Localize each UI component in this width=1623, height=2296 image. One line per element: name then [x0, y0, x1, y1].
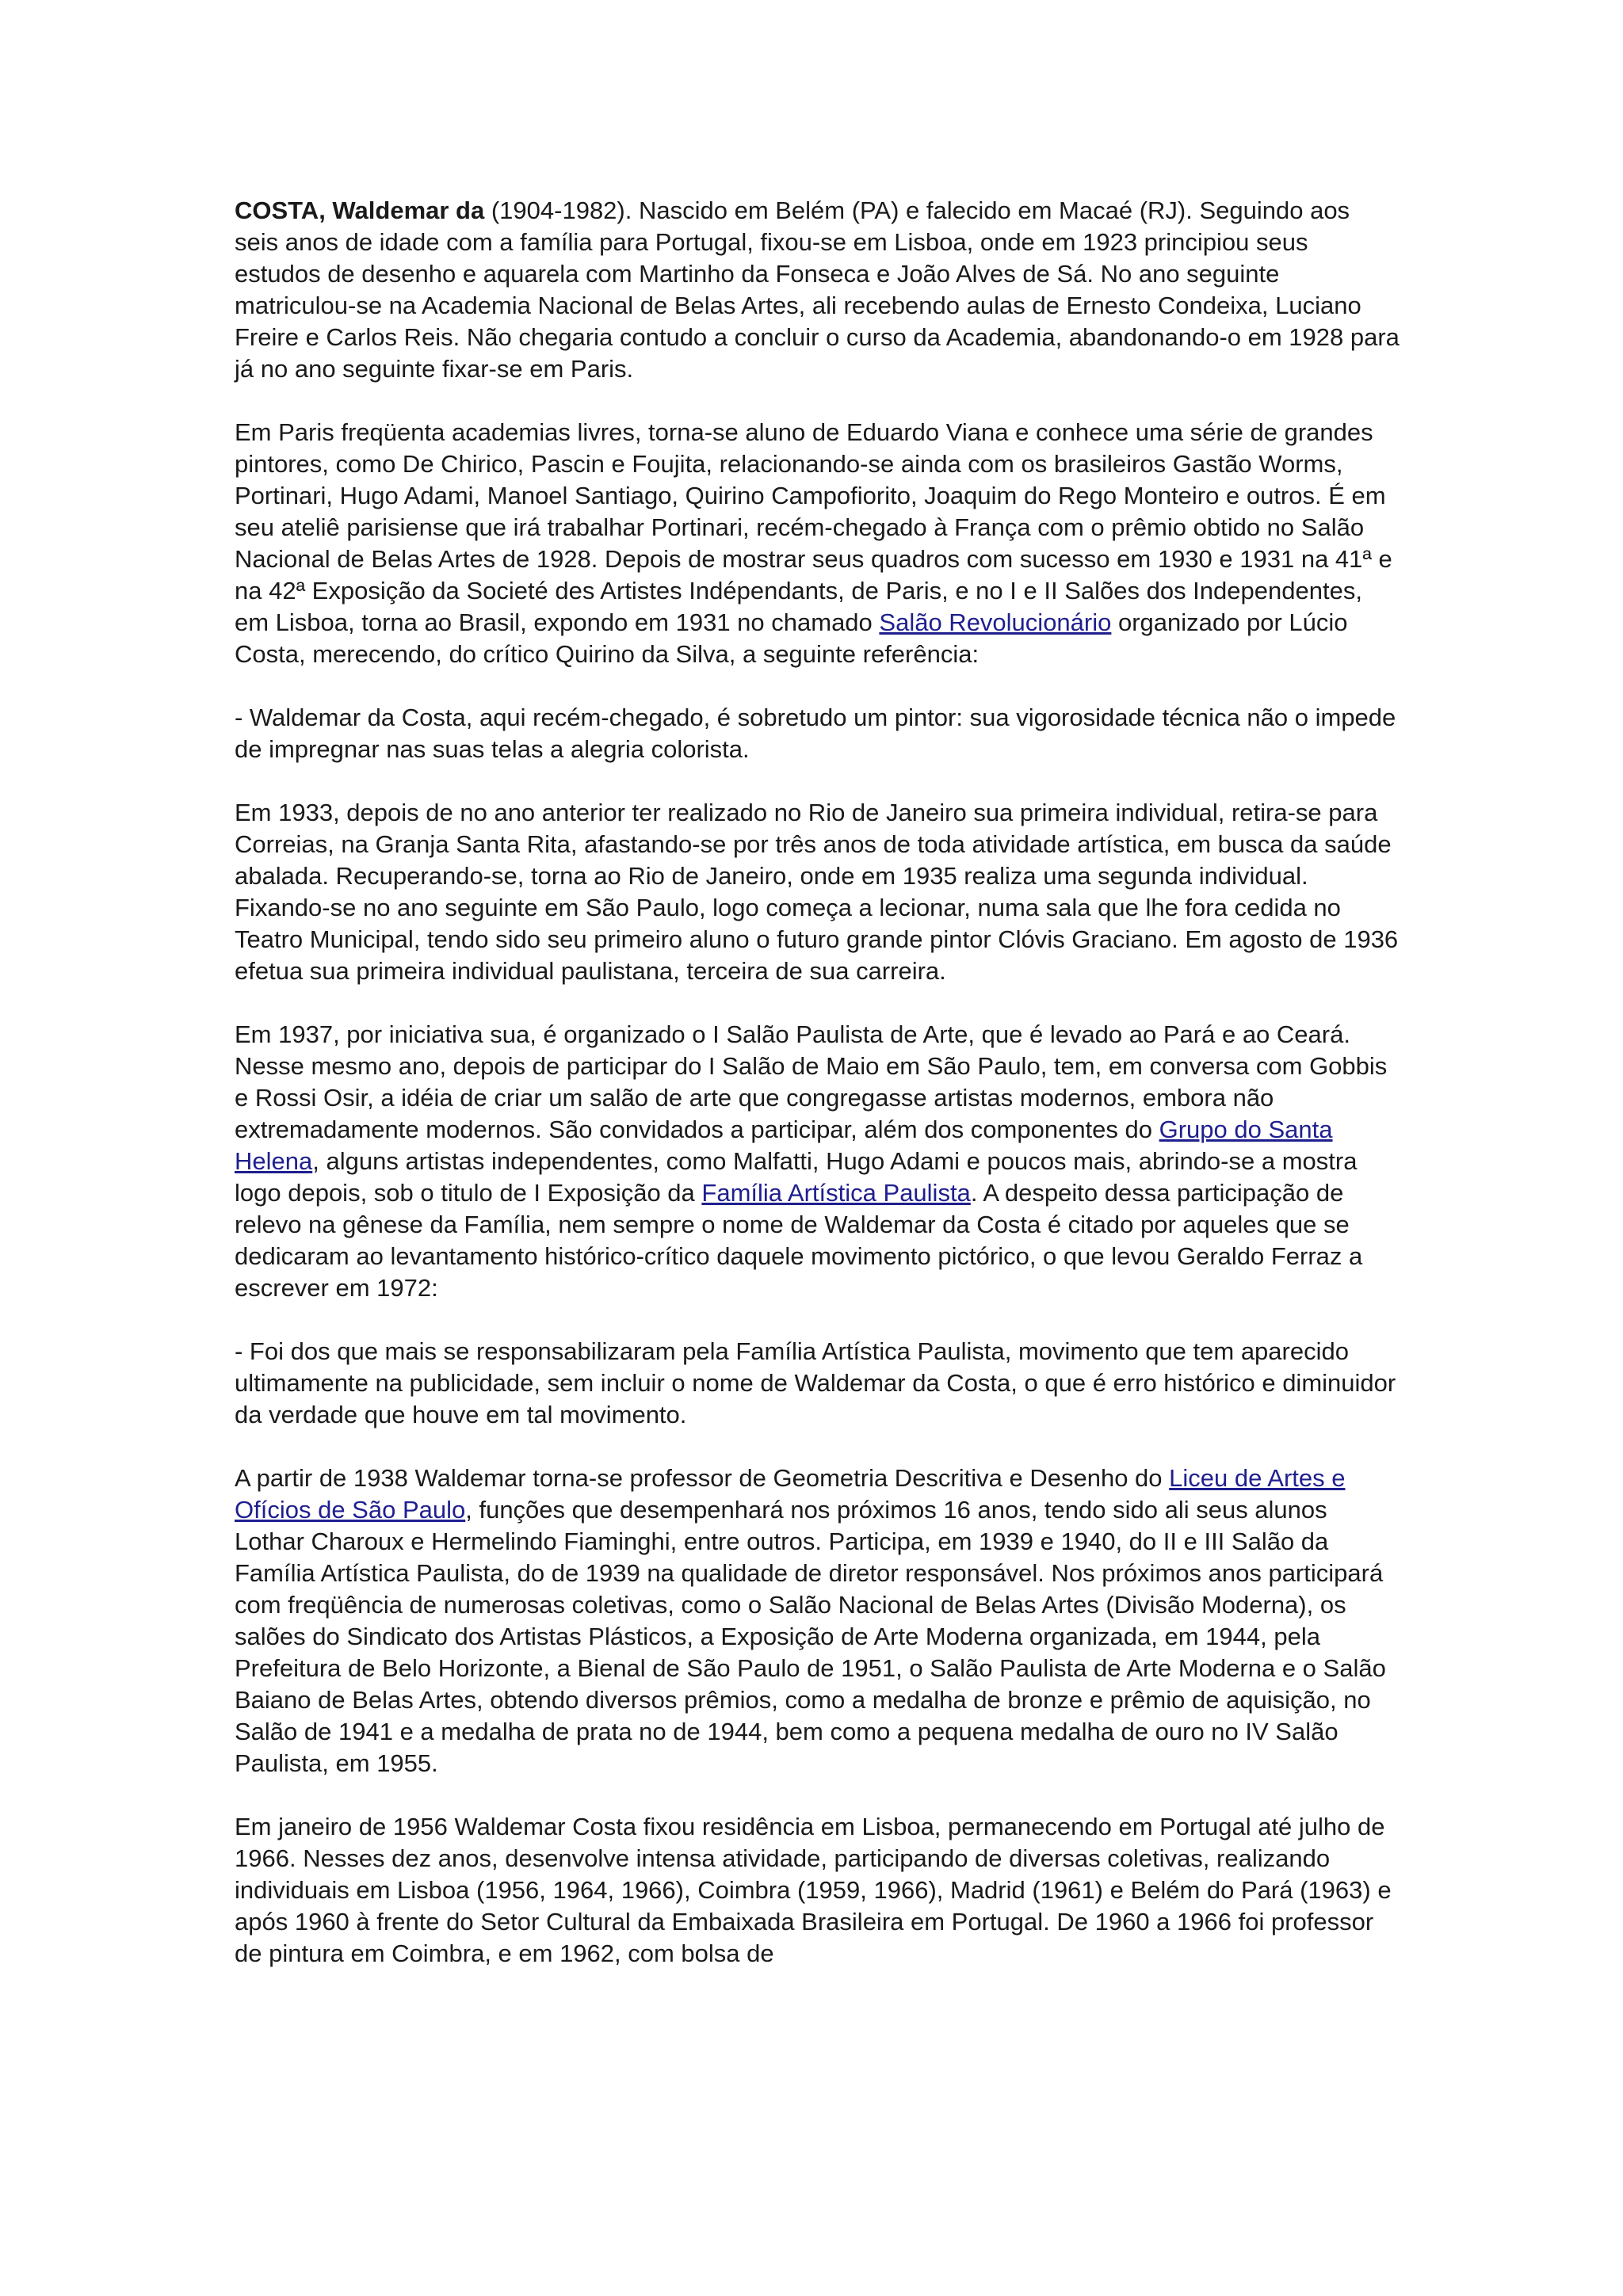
- link-grupo-santa-helena[interactable]: Grupo do Santa Helena: [235, 1116, 1333, 1175]
- paragraph-text: Em 1937, por iniciativa sua, é organizado o I Salão Paulista de Arte, que é levado ao Pará e ao Ceará. Nesse mesmo ano, depois de participar do I Salão de Maio em São Paulo, tem, em conversa com Gobbis e Rossi Osir, a idéia de criar um salão de arte que congregasse artistas modernos, embora não extremadamente modernos. São convidados a participar, além dos componentes do: [235, 1020, 1388, 1143]
- paragraph-paris: [235, 417, 1400, 670]
- quote-ferraz: - Foi dos que mais se responsabilizaram pela Família Artística Paulista, movimento que tem aparecido ultimamente na publicidade, sem incluir o nome de Waldemar da Costa, o que é erro histórico e diminuidor da verdade que houve em tal movimento.: [235, 1337, 1396, 1428]
- quote-quirino: - Waldemar da Costa, aqui recém-chegado, é sobretudo um pintor: sua vigorosidade técnica não o impede de impregnar nas suas telas a alegria colorista.: [235, 704, 1396, 763]
- paragraph-text: organizado por Lúcio Costa, merecendo, do crítico Quirino da Silva, a seguinte referência:: [235, 608, 1348, 668]
- paragraph-text: A partir de 1938 Waldemar torna-se professor de Geometria Descritiva e Desenho do: [235, 1464, 1170, 1492]
- paragraph-intro: [235, 195, 1400, 385]
- paragraph-1933: Em 1933, depois de no ano anterior ter realizado no Rio de Janeiro sua primeira individual, retira-se para Correias, na Granja Santa Rita, afastando-se por três anos de toda atividade artística, em busca da saúde abalada. Recuperando-se, torna ao Rio de Janeiro, onde em 1935 realiza uma segunda individual. Fixando-se no ano seguinte em São Paulo, logo começa a lecionar, numa sala que lhe fora cedida no Teatro Municipal, tendo sido seu primeiro aluno o futuro grande pintor Clóvis Graciano. Em agosto de 1936 efetua sua primeira individual paulistana, terceira de sua carreira.: [235, 799, 1399, 985]
- link-liceu-artes-oficios[interactable]: Liceu de Artes e Ofícios de São Paulo: [235, 1464, 1346, 1524]
- document-page: [235, 195, 1400, 2001]
- link-salao-revolucionario[interactable]: Salão Revolucionário: [879, 608, 1112, 636]
- link-familia-artistica-paulista[interactable]: Família Artística Paulista: [701, 1179, 971, 1207]
- paragraph-text: , funções que desempenhará nos próximos 16 anos, tendo sido ali seus alunos Lothar Charoux e Hermelindo Fiaminghi, entre outros. Participa, em 1939 e 1940, do II e III Salão da Família Artística Paulista, do de 1939 na qualidade de diretor responsável. Nos próximos anos participará com freqüência de numerosas coletivas, como o Salão Nacional de Belas Artes (Divisão Moderna), os salões do Sindicato dos Artistas Plásticos, a Exposição de Arte Moderna organizada, em 1944, pela Prefeitura de Belo Horizonte, a Bienal de São Paulo de 1951, o Salão Paulista de Arte Moderna e o Salão Baiano de Belas Artes, obtendo diversos prêmios, como a medalha de bronze e prêmio de aquisição, no Salão de 1941 e a medalha de prata no de 1944, bem como a pequena medalha de ouro no IV Salão Paulista, em 1955.: [235, 1496, 1386, 1777]
- paragraph-text: , alguns artistas independentes, como Malfatti, Hugo Adami e poucos mais, abrindo-se a mostra logo depois, sob o titulo de I Exposição da: [235, 1147, 1358, 1207]
- paragraph-1956: Em janeiro de 1956 Waldemar Costa fixou residência em Lisboa, permanecendo em Portugal até julho de 1966. Nesses dez anos, desenvolve intensa atividade, participando de diversas coletivas, realizando individuais em Lisboa (1956, 1964, 1966), Coimbra (1959, 1966), Madrid (1961) e Belém do Pará (1963) e após 1960 à frente do Setor Cultural da Embaixada Brasileira em Portugal. De 1960 a 1966 foi professor de pintura em Coimbra, e em 1962, com bolsa de: [235, 1813, 1392, 1967]
- paragraph-1937: [235, 1019, 1400, 1304]
- paragraph-text: . A despeito dessa participação de relevo na gênese da Família, nem sempre o nome de Waldemar da Costa é citado por aqueles que se dedicaram ao levantamento histórico-crítico daquele movimento pictórico, o que levou Geraldo Ferraz a escrever em 1972:: [235, 1179, 1363, 1302]
- paragraph-text: (1904-1982). Nascido em Belém (PA) e falecido em Macaé (RJ). Seguindo aos seis anos de idade com a família para Portugal, fixou-se em Lisboa, onde em 1923 principiou seus estudos de desenho e aquarela com Martinho da Fonseca e João Alves de Sá. No ano seguinte matriculou-se na Academia Nacional de Belas Artes, ali recebendo aulas de Ernesto Condeixa, Luciano Freire e Carlos Reis. Não chegaria contudo a concluir o curso da Academia, abandonando-o em 1928 para já no ano seguinte fixar-se em Paris.: [235, 196, 1400, 383]
- paragraph-1938: [235, 1463, 1400, 1779]
- paragraph-text: Em Paris freqüenta academias livres, torna-se aluno de Eduardo Viana e conhece uma série de grandes pintores, como De Chirico, Pascin e Foujita, relacionando-se ainda com os brasileiros Gastão Worms, Portinari, Hugo Adami, Manoel Santiago, Quirino Campofiorito, Joaquim do Rego Monteiro e outros. É em seu ateliê parisiense que irá trabalhar Portinari, recém-chegado à França com o prêmio obtido no Salão Nacional de Belas Artes de 1928. Depois de mostrar seus quadros com sucesso em 1930 e 1931 na 41ª e na 42ª Exposição da Societé des Artistes Indépendants, de Paris, e no I e II Salões dos Independentes, em Lisboa, torna ao Brasil, expondo em 1931 no chamado: [235, 418, 1392, 636]
- artist-name: COSTA, Waldemar da: [235, 196, 485, 224]
